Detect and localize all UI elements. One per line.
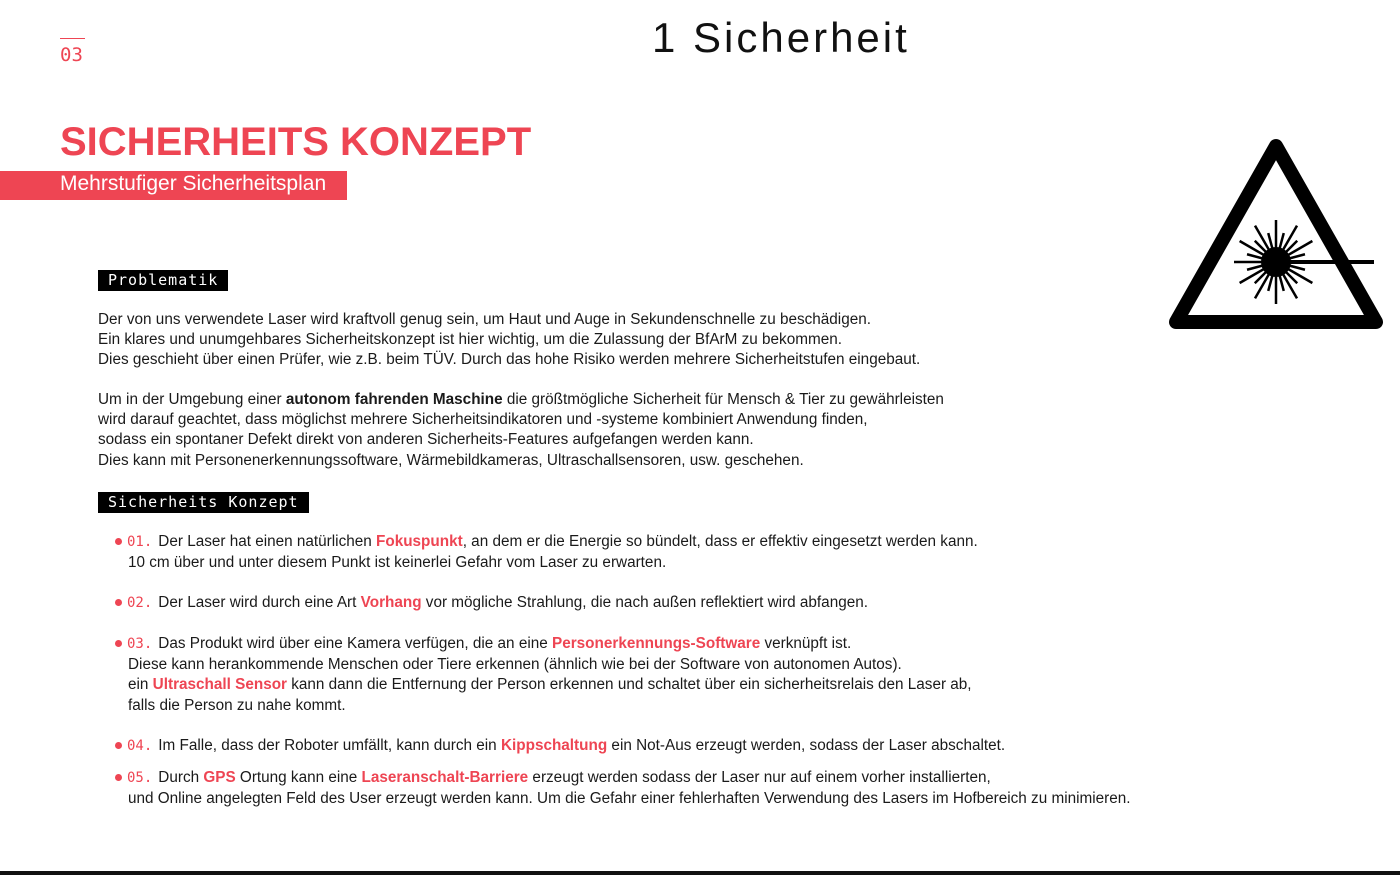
- subtitle: Mehrstufiger Sicherheitsplan: [60, 172, 327, 195]
- bullet-dot-icon: [115, 538, 122, 545]
- text-segment: Das Produkt wird über eine Kamera verfügen, die an eine: [158, 635, 552, 652]
- text-line: [115, 736, 1005, 757]
- highlight-term: Personerkennungs-Software: [552, 635, 761, 652]
- concept-item: [115, 593, 868, 614]
- page-number-rule: [60, 38, 85, 39]
- text-segment: wird darauf geachtet, dass möglichst mehrere Sicherheitsindikatoren und -systeme kombiniert Anwendung finden,: [98, 411, 868, 429]
- text-segment: falls die Person zu nahe kommt.: [128, 696, 346, 714]
- section-label-problematik: Problematik: [98, 270, 228, 291]
- bullet-dot-icon: [115, 640, 122, 647]
- concept-item: [115, 634, 972, 716]
- page-number: 03: [60, 44, 83, 66]
- text-segment: ein Not-Aus erzeugt werden, sodass der Laser abschaltet.: [607, 737, 1006, 754]
- text-segment: Ein klares und unumgehbares Sicherheitskonzept ist hier wichtig, um die Zulassung der BfArM zu bekommen.: [98, 331, 842, 349]
- section-label-konzept: Sicherheits Konzept: [98, 492, 309, 513]
- bullet-dot-icon: [115, 742, 122, 749]
- text-segment: Diese kann herankommende Menschen oder Tiere erkennen (ähnlich wie bei der Software von autonomen Autos).: [128, 655, 902, 673]
- text-segment: die größtmögliche Sicherheit für Mensch & Tier zu gewährleisten: [502, 391, 944, 408]
- text-segment: vor mögliche Strahlung, die nach außen reflektiert wird abfangen.: [421, 594, 868, 611]
- text-line: [98, 350, 920, 370]
- bold-term: autonom fahrenden Maschine: [285, 391, 503, 408]
- text-line: [115, 532, 978, 553]
- highlight-term: GPS: [203, 769, 236, 786]
- text-line: [98, 451, 944, 471]
- text-line: [115, 696, 972, 717]
- highlight-term: Vorhang: [360, 594, 422, 611]
- item-number: 02.: [127, 595, 153, 611]
- text-line: [115, 655, 972, 676]
- text-segment: Im Falle, dass der Roboter umfällt, kann durch ein: [158, 737, 501, 754]
- concept-item: [115, 736, 1005, 757]
- text-line: [115, 675, 972, 696]
- text-line: [98, 410, 944, 430]
- text-segment: sodass ein spontaner Defekt direkt von anderen Sicherheits-Features aufgefangen werden kann.: [98, 431, 754, 449]
- bottom-rule: [0, 871, 1400, 875]
- text-line: [115, 593, 868, 614]
- concept-item: [115, 768, 1131, 809]
- text-line: [115, 789, 1131, 810]
- highlight-term: Fokuspunkt: [376, 533, 463, 550]
- text-line: [98, 330, 920, 350]
- text-segment: Um in der Umgebung einer: [98, 391, 286, 408]
- concept-item: [115, 532, 978, 573]
- text-segment: Der Laser hat einen natürlichen: [158, 533, 376, 550]
- highlight-term: Ultraschall Sensor: [152, 676, 287, 693]
- text-segment: Dies kann mit Personenerkennungssoftware, Wärmebildkameras, Ultraschallsensoren, usw. geschehen.: [98, 451, 804, 469]
- bullet-dot-icon: [115, 774, 122, 781]
- item-number: 04.: [127, 738, 153, 754]
- text-line: [115, 634, 972, 655]
- text-segment: erzeugt werden sodass der Laser nur auf einem vorher installierten,: [528, 769, 991, 786]
- item-number: 03.: [127, 636, 153, 652]
- item-number: 05.: [127, 770, 153, 786]
- page-title: SICHERHEITS KONZEPT: [60, 120, 532, 164]
- text-segment: kann dann die Entfernung der Person erkennen und schaltet über ein sicherheitsrelais den Laser ab,: [287, 676, 972, 693]
- text-segment: Ortung kann eine: [235, 769, 362, 786]
- highlight-term: Kippschaltung: [500, 737, 608, 754]
- text-line: [98, 390, 944, 410]
- bullet-dot-icon: [115, 599, 122, 606]
- problem-paragraph-2: [98, 390, 944, 471]
- text-line: [115, 553, 978, 574]
- text-segment: Durch: [158, 769, 204, 786]
- text-segment: Der Laser wird durch eine Art: [158, 594, 361, 611]
- text-segment: Der von uns verwendete Laser wird kraftvoll genug sein, um Haut und Auge in Sekundenschnelle zu beschädigen.: [98, 311, 871, 328]
- text-segment: Dies geschieht über einen Prüfer, wie z.B. beim TÜV. Durch das hohe Risiko werden mehrere Sicherheitstufen eingebaut.: [98, 351, 921, 369]
- text-line: [98, 310, 920, 330]
- laser-warning-icon: [1168, 136, 1384, 337]
- chapter-title: 1 Sicherheit: [652, 14, 910, 61]
- text-segment: 10 cm über und unter diesem Punkt ist keinerlei Gefahr vom Laser zu erwarten.: [128, 553, 667, 571]
- text-line: [115, 768, 1131, 789]
- problem-paragraph-1: [98, 310, 920, 371]
- text-segment: und Online angelegten Feld des User erzeugt werden kann. Um die Gefahr einer fehlerhaften Verwendung des Lasers im Hofbereich zu minimieren.: [128, 789, 1131, 807]
- item-number: 01.: [127, 534, 153, 550]
- text-segment: verknüpft ist.: [760, 635, 852, 652]
- highlight-term: Laseranschalt-Barriere: [361, 769, 529, 786]
- text-segment: , an dem er die Energie so bündelt, dass er effektiv eingesetzt werden kann.: [462, 533, 978, 550]
- text-line: [98, 430, 944, 450]
- text-segment: ein: [128, 676, 153, 693]
